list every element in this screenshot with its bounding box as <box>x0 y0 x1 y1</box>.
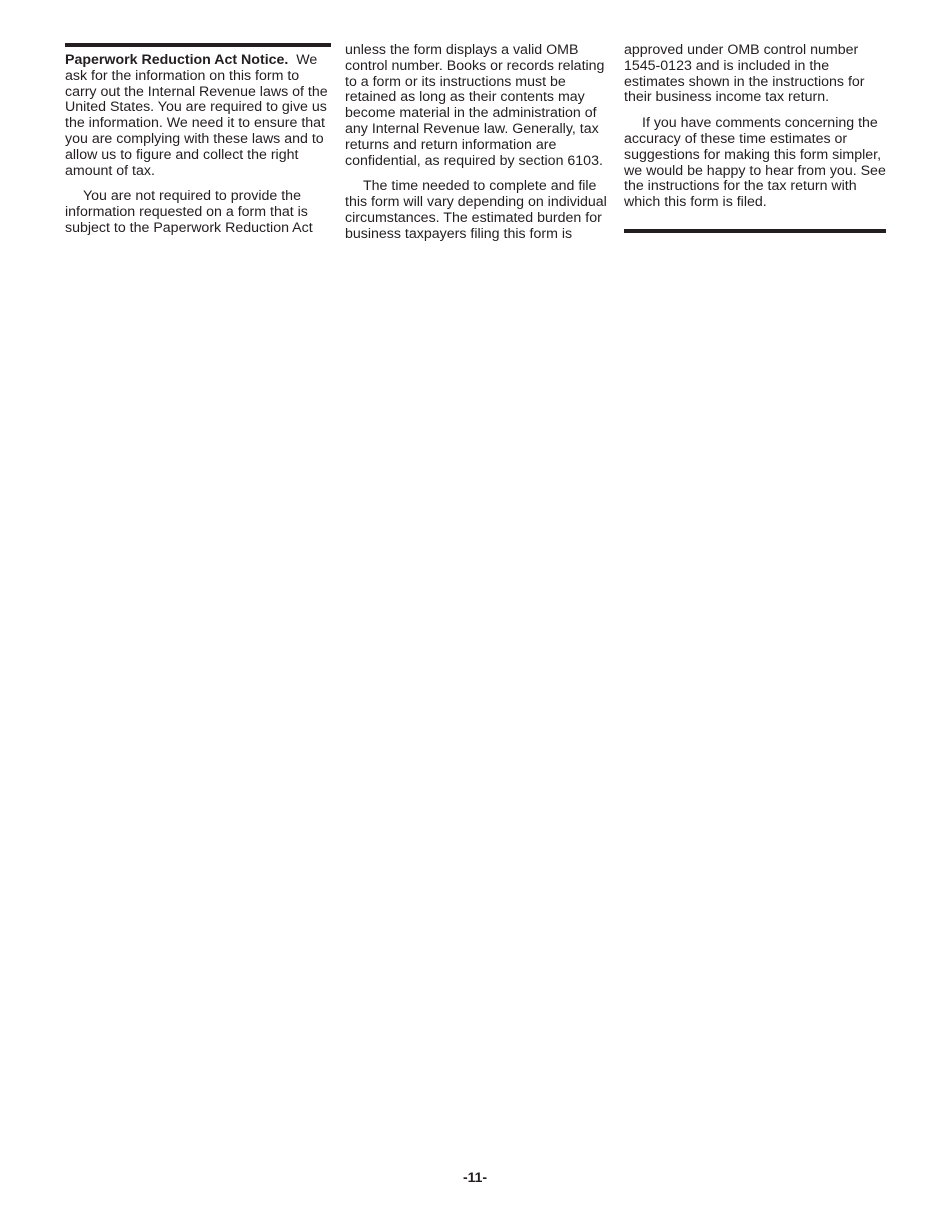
omb-requirement-paragraph: You are not required to provide the information requested on a form that is subject to the Paperwork Reduction Act <box>65 188 313 236</box>
omb-control-paragraph: approved under OMB control number 1545-0123 and is included in the estimates shown in the instructions for their business income tax return. <box>624 42 865 106</box>
section-bottom-rule <box>624 229 886 233</box>
paperwork-notice-text: We ask for the information on this form to carry out the Internal Revenue laws of the United States. You are required to give us the information. We need it to ensure that you are complying with these laws and to allow us to figure and collect the right amount of tax. <box>65 52 328 179</box>
column-right <box>624 43 886 233</box>
paperwork-notice-heading: Paperwork Reduction Act Notice. <box>65 52 289 68</box>
column-middle <box>345 43 607 243</box>
column-left <box>65 43 331 237</box>
time-burden-paragraph: The time needed to complete and file this form will vary depending on individual circumstances. The estimated burden for business taxpayers filing this form is <box>345 178 607 242</box>
section-top-rule <box>65 43 331 47</box>
records-retention-paragraph: unless the form displays a valid OMB control number. Books or records relating to a form or its instructions must be retained as long as their contents may become material in the administration of any Internal Revenue law. Generally, tax returns and return information are confidential, as required by section 6103. <box>345 42 605 169</box>
page-number: -11- <box>462 1169 488 1185</box>
comments-paragraph: If you have comments concerning the accuracy of these time estimates or suggestions for making this form simpler, we would be happy to hear from you. See the instructions for the tax return with which this form is filed. <box>624 115 886 211</box>
paperwork-notice-paragraph <box>65 53 331 179</box>
